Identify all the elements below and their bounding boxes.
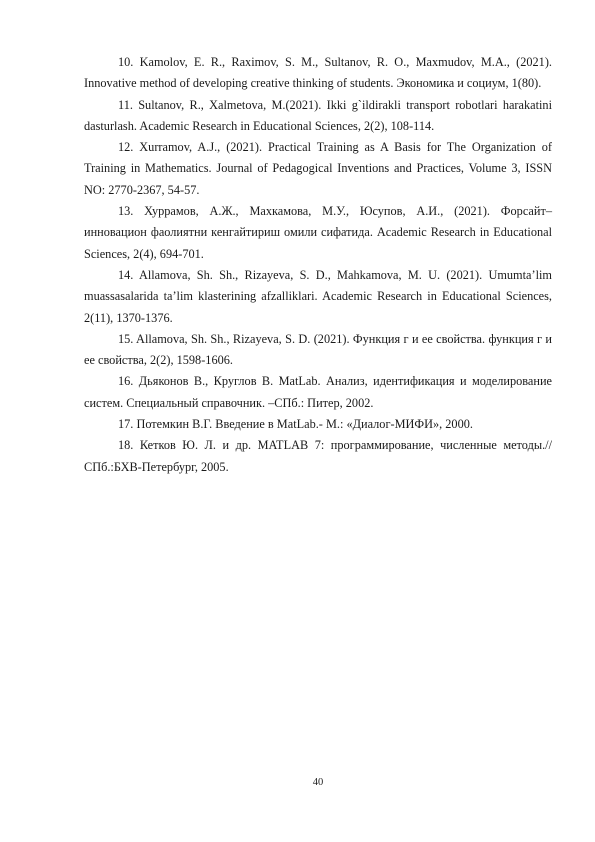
reference-item-16: 16. Дьяконов В., Круглов В. MatLab. Анализ, идентификация и моделирование систем. Специальный справочник. –СПб.: Питер, 2002. — [84, 374, 552, 410]
reference-item-17: 17. Потемкин В.Г. Введение в MatLab.- М.: «Диалог-МИФИ», 2000. — [118, 417, 473, 432]
reference-item-11: 11. Sultanov, R., Xalmetova, M.(2021). Ikki g`ildirakli transport robotlari harakatini dasturlash. Academic Research in Educational Sciences, 2(2), 108-114. — [84, 97, 552, 133]
reference-item-12: 12. Xurramov, A.J., (2021). Practical Training as A Basis for The Organization of Training in Mathematics. Journal of Pedagogical Inventions and Practices, Volume 3, ISSN NO: 2770-2367, 54-57. — [84, 140, 552, 197]
reference-item-15: 15. Allamova, Sh. Sh., Rizayeva, S. D. (2021). Функция г и ее свойства. функция г и ее свойства, 2(2), 1598-1606. — [84, 331, 552, 368]
reference-item-10: 10. Kamolov, E. R., Raximov, S. M., Sultanov, R. O., Maxmudov, M.A., (2021). Innovative method of developing creative thinking of students. Экономика и социум, 1(80). — [84, 55, 552, 91]
reference-list — [84, 52, 552, 478]
reference-item-18: 18. Кетков Ю. Л. и др. MATLAB 7: программирование, численные методы.// СПб.:БХВ-Петербург, 2005. — [84, 438, 552, 474]
reference-item-14: 14. Allamova, Sh. Sh., Rizayeva, S. D., Mahkamova, M. U. (2021). Umumta’lim muassasalarida ta’lim klasterining afzalliklari. Academic Research in Educational Sciences, 2(11), 1370-1376. — [84, 267, 552, 325]
page-number: 40 — [312, 777, 324, 788]
reference-item-13: 13. Хуррамов, А.Ж., Махкамова, М.У., Юсупов, А.И., (2021). Форсайт–инновацион фаолиятни кенгайтириш омили сифатида. Academic Research in Educational Sciences, 2(4), 694-701. — [84, 204, 552, 261]
